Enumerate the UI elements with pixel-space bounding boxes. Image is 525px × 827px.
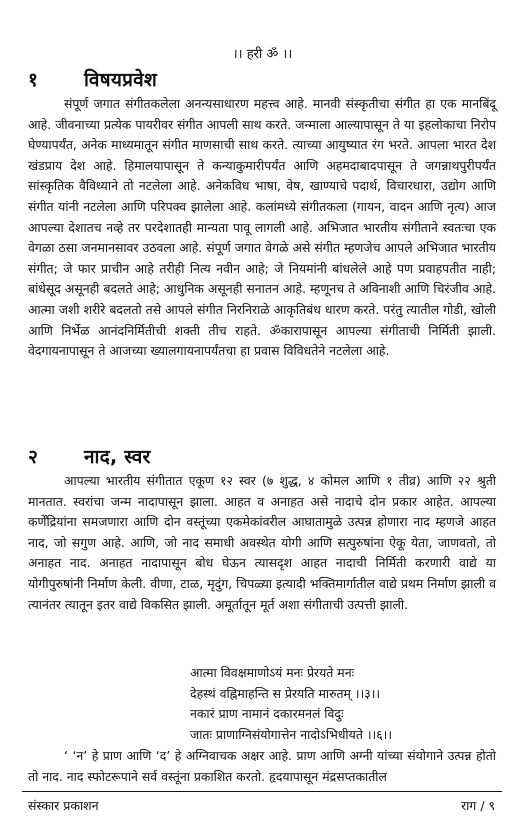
verse-line: नकारं प्राण नामानं दकारमनलं विदुः <box>190 706 344 722</box>
verse-line: आत्मा विवक्षमाणोऽयं मनः प्रेरयते मनः <box>190 665 355 680</box>
section-1-paragraph: संपूर्ण जगात संगीतकलेला अनन्यसाधारण महत्त्व आहे. मानवी संस्कृतीचा संगीत हा एक मानबिंदू आहे. जीवनाच्या प्रत्येक पायरीवर संगीत आपली साथ करते. जन्माला आल्यापासून ते या इहलोकाचा निरोप घेण्यापर्यंत, अनेक माध्यमातून संगीत माणसाची साथ करते. त्याच्या आयुष्यात रंग भरते. आपला भारत देश खंडप्राय देश आहे. हिमालयापासून ते कन्याकुमारीपर्यंत आणि अहमदाबादपासून ते जगन्नाथपुरीपर्यंत सांस्कृतिक वैविध्याने तो नटलेला आहे. अनेकविध भाषा, वेष, खाण्याचे पदार्थ, विचारधारा, उद्योग आणि संगीत यांनी नटलेला आणि परिपक्व झालेला आहे. कलांमध्ये संगीतकला (गायन, वादन आणि नृत्य) आज आपल्या देशातच नव्हे तर परदेशातही मान्यता पावू लागली आहे. अभिजात भारतीय संगीताने स्वतःचा एक वेगळा ठसा जनमानसावर उठवला आहे. संपूर्ण जगात वेगळे असे संगीत म्हणजेच आपले अभिजात भारतीय संगीत; जे फार प्राचीन आहे तरीही नित्य नवीन आहे; जे नियमांनी बांधलेले आहे पण प्रवाहपतीत नाही; बांधेसूद असूनही बदलते आहे; आधुनिक असूनही सनातन आहे. म्हणूनच ते अविनाशी आणि चिरंजीव आहे. आत्मा जशी शरीरे बदलतो तसे आपले संगीत निरनिराळे आकृतिबंध धारण करते. परंतु त्यातील गोडी, खोली आणि निर्भेळ आनंदनिर्मितीची शक्ती तीच राहते. ॐकारापासून आपल्या संगीताची निर्मिती झाली. वेदगायनापासून ते आजच्या ख्यालगायनापर्यंतचा हा प्रवास विविधतेने नटलेला आहे. <box>28 96 496 359</box>
section-2-title: नाद, स्वर <box>84 446 151 468</box>
section-2-number: २ <box>28 446 39 468</box>
section-2-paragraph-1: आपल्या भारतीय संगीतात एकूण १२ स्वर (७ शुद्ध, ४ कोमल आणि १ तीव्र) आणि २२ श्रुती मानतात. स्वरांचा जन्म नादापासून झाला. आहत व अनाहत असे नादाचे दोन प्रकार आहेत. आपल्या कर्णेंद्रियांना समजणारा आणि दोन वस्तूंच्या एकमेकांवरील आघातामुळे उत्पन्न होणारा नाद म्हणजे आहत नाद, जो सगुण आहे. आणि, जो नाद समाधी अवस्थेत योगी आणि सत्पुरुषांना ऐकू येता, जाणवतो, तो अनाहत नाद. अनाहत नादापासून बोध घेऊन त्यासदृश आहत नादाची निर्मिती करणारी वाद्ये या योगीपुरुषांनी निर्माण केली. वीणा, टाळ, मृदुंग, चिपळ्या इत्यादी भक्तिमार्गातील वाद्ये प्रथम निर्माण झाली व त्यानंतर त्यातून इतर वाद्ये विकसित झाली. अमूर्तातून मूर्त अशा संगीताची उत्पत्ती झाली. <box>28 473 496 612</box>
verse-line: देहस्थं वह्निमाहन्ति स प्रेरयति मारुतम् ।।३।। <box>190 685 381 701</box>
verse-line: जातः प्राणाग्निसंयोगात्तेन नादोऽभिधीयते ।।६।। <box>190 726 393 742</box>
sanskrit-verses <box>190 663 510 745</box>
section-1-number: १ <box>28 69 39 91</box>
section-2-heading <box>28 443 151 469</box>
section-1-heading <box>28 66 157 92</box>
footer-publisher: संस्कार प्रकाशन <box>28 798 99 813</box>
section-1-title: विषयप्रवेश <box>84 69 157 91</box>
footer-page-number: राग / ९ <box>460 798 495 813</box>
section-2-paragraph-2: ‘ ‘न’ हे प्राण आणि ‘द’ हे अग्निवाचक अक्षर आहे. प्राण आणि अग्नी यांच्या संयोगाने उत्पन्न होतो तो नाद. नाद स्फोटरूपाने सर्व वस्तूंना प्रकाशित करतो. हृदयापासून मंद्रसप्तकातील <box>28 748 496 784</box>
invocation-header: ।। हरी ॐ ।। <box>232 47 293 62</box>
footer-divider <box>22 791 502 792</box>
